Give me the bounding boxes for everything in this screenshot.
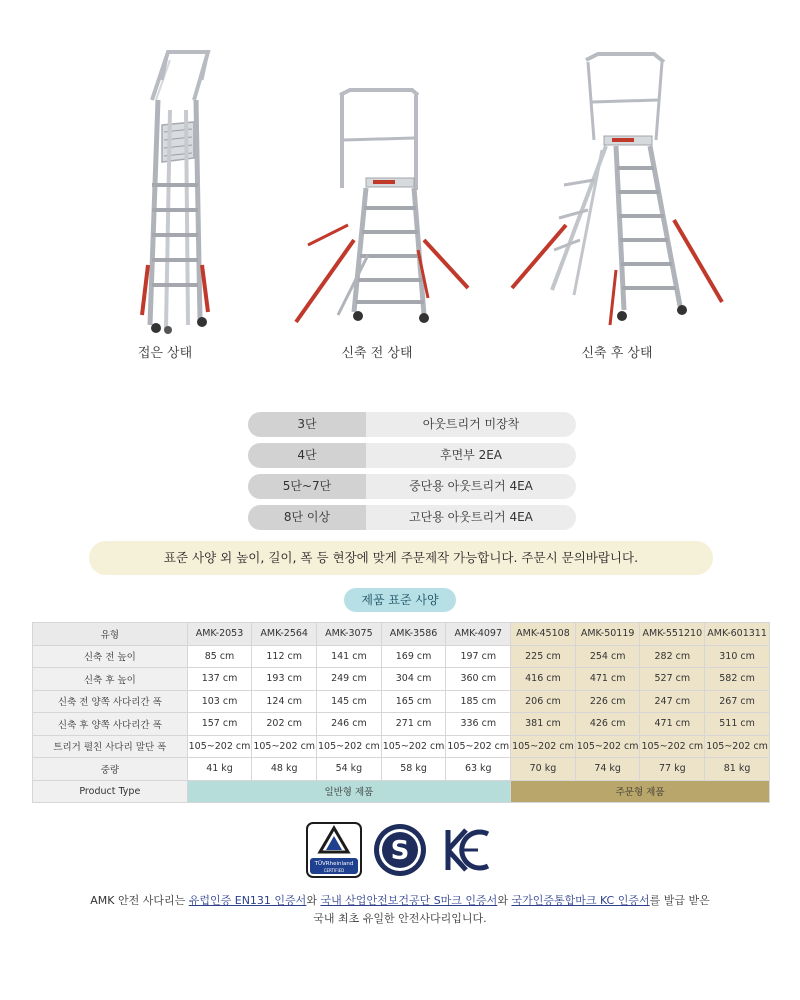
product-type-row <box>33 780 770 803</box>
spec-cell: 105~202 cm <box>705 735 770 758</box>
s-mark-cert-highlight: 국내 산업안전보건공단 S마크 인증서 <box>320 894 498 907</box>
spec-cell: 271 cm <box>381 713 446 736</box>
outrigger-spec: 중단용 아웃트리거 4EA <box>409 479 533 493</box>
spec-type-header: 유형 <box>33 623 188 646</box>
outrigger-step: 3단 <box>248 412 366 437</box>
spec-cell: 169 cm <box>381 645 446 668</box>
outrigger-step: 4단 <box>248 443 366 468</box>
spec-cell: 81 kg <box>705 758 770 781</box>
certification-statement-line1 <box>0 892 800 910</box>
statement-text: 를 발급 받은 <box>649 894 710 907</box>
custom-product-label: 주문형 제품 <box>511 780 770 803</box>
standard-product-label: 일반형 제품 <box>187 780 510 803</box>
spec-cell: 225 cm <box>511 645 576 668</box>
outrigger-spec: 고단용 아웃트리거 4EA <box>409 510 533 524</box>
model-header: AMK-2053 <box>187 623 252 646</box>
spec-cell: 226 cm <box>575 690 640 713</box>
kc-mark-logo <box>438 822 494 882</box>
spec-cell: 74 kg <box>575 758 640 781</box>
outrigger-step: 8단 이상 <box>248 505 366 530</box>
model-header: AMK-4097 <box>446 623 511 646</box>
spec-cell: 282 cm <box>640 645 705 668</box>
outrigger-row <box>248 412 576 437</box>
spec-cell: 310 cm <box>705 645 770 668</box>
outrigger-row <box>248 505 576 530</box>
model-header: AMK-45108 <box>511 623 576 646</box>
tuv-text: TÜVRheinland <box>314 861 354 867</box>
model-header: AMK-50119 <box>575 623 640 646</box>
spec-cell: 41 kg <box>187 758 252 781</box>
spec-cell: 105~202 cm <box>187 735 252 758</box>
ladder-folded-image <box>90 40 240 335</box>
s-mark-logo <box>372 822 428 882</box>
ladder-folded-caption: 접은 상태 <box>137 346 193 361</box>
spec-cell: 70 kg <box>511 758 576 781</box>
spec-cell: 471 cm <box>640 713 705 736</box>
statement-text: AMK 안전 사다리는 <box>90 894 189 907</box>
spec-row-label: 신축 후 높이 <box>33 668 188 691</box>
spec-cell: 471 cm <box>575 668 640 691</box>
spec-cell: 202 cm <box>252 713 317 736</box>
spec-cell: 63 kg <box>446 758 511 781</box>
spec-row <box>33 713 770 736</box>
spec-cell: 54 kg <box>317 758 382 781</box>
model-header: AMK-3075 <box>317 623 382 646</box>
spec-cell: 206 cm <box>511 690 576 713</box>
spec-row <box>33 668 770 691</box>
spec-cell: 527 cm <box>640 668 705 691</box>
spec-cell: 247 cm <box>640 690 705 713</box>
spec-cell: 141 cm <box>317 645 382 668</box>
ladder-after-extension-caption: 신축 후 상태 <box>581 346 653 361</box>
spec-cell: 165 cm <box>381 690 446 713</box>
model-header: AMK-601311 <box>705 623 770 646</box>
tuv-sub-text: CERTIFIED <box>323 868 345 873</box>
spec-cell: 105~202 cm <box>317 735 382 758</box>
spec-row <box>33 645 770 668</box>
outrigger-row <box>248 443 576 468</box>
product-type-label: Product Type <box>33 780 188 803</box>
outrigger-spec: 후면부 2EA <box>439 448 503 462</box>
spec-cell: 254 cm <box>575 645 640 668</box>
spec-row <box>33 735 770 758</box>
spec-cell: 246 cm <box>317 713 382 736</box>
spec-cell: 105~202 cm <box>575 735 640 758</box>
spec-title: 제품 표준 사양 <box>344 588 456 612</box>
spec-cell: 77 kg <box>640 758 705 781</box>
ladder-before-extension-image <box>278 40 478 335</box>
spec-cell: 193 cm <box>252 668 317 691</box>
certification-statement <box>0 892 800 928</box>
model-header: AMK-2564 <box>252 623 317 646</box>
outrigger-spec: 아웃트리거 미장착 <box>422 417 520 431</box>
spec-cell: 416 cm <box>511 668 576 691</box>
certification-logos <box>0 822 800 882</box>
spec-cell: 145 cm <box>317 690 382 713</box>
spec-cell: 249 cm <box>317 668 382 691</box>
custom-order-notice: 표준 사양 외 높이, 길이, 폭 등 현장에 맞게 주문제작 가능합니다. 주문시 문의바랍니다. <box>89 541 713 575</box>
certification-statement-line2: 국내 최초 유일한 안전사다리입니다. <box>313 912 487 925</box>
spec-cell: 105~202 cm <box>511 735 576 758</box>
spec-row <box>33 690 770 713</box>
spec-cell: 105~202 cm <box>640 735 705 758</box>
spec-cell: 85 cm <box>187 645 252 668</box>
spec-cell: 112 cm <box>252 645 317 668</box>
spec-header-row <box>33 623 770 646</box>
spec-row-label: 트리거 펼친 사다리 말단 폭 <box>33 735 188 758</box>
spec-cell: 105~202 cm <box>252 735 317 758</box>
spec-cell: 336 cm <box>446 713 511 736</box>
ladder-before-extension-caption: 신축 전 상태 <box>341 346 413 361</box>
outrigger-step: 5단~7단 <box>248 474 366 499</box>
spec-cell: 105~202 cm <box>446 735 511 758</box>
en131-cert-highlight: 유럽인증 EN131 인증서 <box>188 894 307 907</box>
spec-cell: 304 cm <box>381 668 446 691</box>
spec-cell: 105~202 cm <box>381 735 446 758</box>
spec-cell: 381 cm <box>511 713 576 736</box>
spec-cell: 48 kg <box>252 758 317 781</box>
spec-cell: 137 cm <box>187 668 252 691</box>
spec-cell: 103 cm <box>187 690 252 713</box>
tuv-rheinland-logo <box>306 822 362 882</box>
outrigger-row <box>248 474 576 499</box>
spec-row <box>33 758 770 781</box>
statement-text: 와 <box>497 894 512 907</box>
spec-cell: 360 cm <box>446 668 511 691</box>
spec-row-label: 신축 전 높이 <box>33 645 188 668</box>
spec-row-label: 신축 후 양쪽 사다리간 폭 <box>33 713 188 736</box>
statement-text: 와 <box>306 894 321 907</box>
spec-cell: 267 cm <box>705 690 770 713</box>
spec-cell: 426 cm <box>575 713 640 736</box>
spec-cell: 185 cm <box>446 690 511 713</box>
spec-table <box>32 622 770 803</box>
spec-row-label: 신축 전 양쪽 사다리간 폭 <box>33 690 188 713</box>
model-header: AMK-3586 <box>381 623 446 646</box>
ladder-photos <box>0 40 800 370</box>
spec-cell: 58 kg <box>381 758 446 781</box>
model-header: AMK-551210 <box>640 623 705 646</box>
s-mark-letter: S <box>390 836 410 866</box>
spec-cell: 197 cm <box>446 645 511 668</box>
spec-cell: 157 cm <box>187 713 252 736</box>
spec-cell: 124 cm <box>252 690 317 713</box>
spec-cell: 511 cm <box>705 713 770 736</box>
spec-row-label: 중량 <box>33 758 188 781</box>
spec-cell: 582 cm <box>705 668 770 691</box>
outrigger-spec-list <box>248 412 576 536</box>
kc-cert-highlight: 국가인증통합마크 KC 인증서 <box>511 894 650 907</box>
ladder-after-extension-image <box>504 40 734 335</box>
